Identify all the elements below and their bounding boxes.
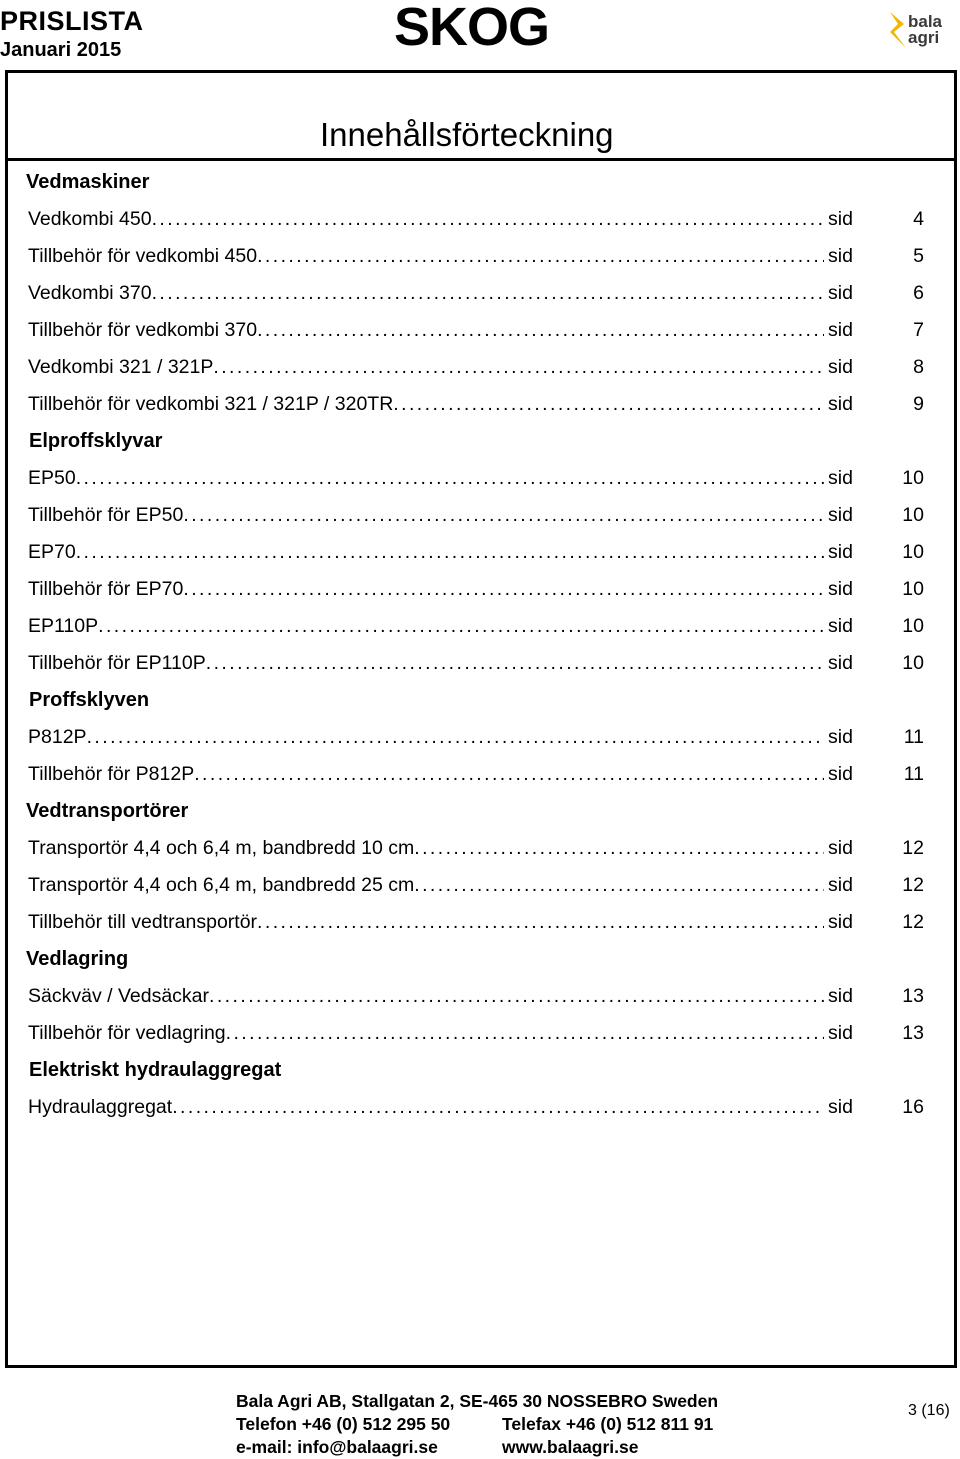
toc-entry[interactable] bbox=[8, 500, 954, 530]
toc-entry-label: Tillbehör för vedlagring bbox=[28, 1022, 226, 1044]
toc-entry-page: 10 bbox=[902, 578, 924, 600]
toc-entry-sid: sid bbox=[828, 356, 853, 378]
toc-entry-sid: sid bbox=[828, 652, 853, 674]
footer bbox=[236, 1390, 718, 1459]
toc-entry-sid: sid bbox=[828, 393, 853, 415]
dot-leader bbox=[98, 611, 824, 641]
toc-entry-sid: sid bbox=[828, 985, 853, 1007]
toc-entry-label-wrap bbox=[28, 611, 824, 641]
toc-entry-sid: sid bbox=[828, 874, 853, 896]
toc-entry-sid: sid bbox=[828, 726, 853, 748]
dot-leader bbox=[213, 352, 824, 382]
toc-entry-page: 12 bbox=[902, 874, 924, 896]
toc-entry-page: 16 bbox=[902, 1096, 924, 1118]
toc-entry-sid: sid bbox=[828, 467, 853, 489]
logo-text-line1: bala bbox=[908, 12, 943, 31]
dot-leader bbox=[206, 648, 824, 678]
logo-mark-icon bbox=[888, 10, 910, 50]
toc-entry[interactable] bbox=[8, 833, 954, 863]
toc-entry-page: 10 bbox=[902, 467, 924, 489]
toc-entry[interactable] bbox=[8, 315, 954, 345]
toc-entry-sid: sid bbox=[828, 615, 853, 637]
dot-leader bbox=[209, 981, 824, 1011]
dot-leader bbox=[152, 278, 824, 308]
toc-section-row bbox=[8, 796, 954, 826]
toc-entry-label-wrap bbox=[28, 463, 824, 493]
toc-entry-label-wrap bbox=[28, 315, 824, 345]
toc-entry[interactable] bbox=[8, 389, 954, 419]
toc-entry-label-wrap bbox=[28, 759, 824, 789]
toc-entry-label-wrap bbox=[28, 500, 824, 530]
dot-leader bbox=[183, 574, 824, 604]
toc-entry[interactable] bbox=[8, 1092, 954, 1122]
toc-section-heading: Elproffsklyvar bbox=[29, 430, 163, 452]
document-title: PRISLISTA bbox=[0, 6, 144, 36]
footer-website[interactable]: www.balaagri.se bbox=[502, 1437, 639, 1457]
toc-entry[interactable] bbox=[8, 870, 954, 900]
dot-leader bbox=[257, 315, 824, 345]
toc-entry-label: Säckväv / Vedsäckar bbox=[28, 985, 210, 1007]
toc-entry[interactable] bbox=[8, 463, 954, 493]
dot-leader bbox=[226, 1018, 824, 1048]
footer-email[interactable]: e-mail: info@balaagri.se bbox=[236, 1437, 438, 1457]
toc-entry[interactable] bbox=[8, 722, 954, 752]
toc-entry-label-wrap bbox=[28, 981, 824, 1011]
toc-entry-sid: sid bbox=[828, 504, 853, 526]
toc-entry-label: Tillbehör för EP50 bbox=[28, 504, 184, 526]
toc-entry-label: P812P bbox=[28, 726, 87, 748]
toc-section-row bbox=[8, 426, 954, 456]
document-date: Januari 2015 bbox=[0, 39, 122, 61]
dot-leader bbox=[194, 759, 824, 789]
toc-entry-page: 11 bbox=[903, 763, 924, 785]
toc-entry-label: EP50 bbox=[28, 467, 76, 489]
toc-entry[interactable] bbox=[8, 574, 954, 604]
toc-title-box bbox=[8, 73, 954, 161]
toc-entry-sid: sid bbox=[828, 319, 853, 341]
toc-entry-label-wrap bbox=[28, 278, 824, 308]
dot-leader bbox=[183, 500, 824, 530]
logo-text-line2: agri bbox=[908, 28, 940, 47]
toc-entry[interactable] bbox=[8, 204, 954, 234]
dot-leader bbox=[152, 204, 824, 234]
toc-entry-label-wrap bbox=[28, 241, 824, 271]
toc-entry-sid: sid bbox=[828, 1022, 853, 1044]
toc-entry-label: Tillbehör för vedkombi 450 bbox=[28, 245, 258, 267]
toc-entry-label-wrap bbox=[28, 870, 824, 900]
dot-leader bbox=[393, 389, 824, 419]
dot-leader bbox=[257, 241, 824, 271]
dot-leader bbox=[76, 463, 824, 493]
toc-entry[interactable] bbox=[8, 537, 954, 567]
toc-entry-label: Hydraulaggregat bbox=[28, 1096, 173, 1118]
toc-entry-page: 10 bbox=[902, 615, 924, 637]
toc-entry[interactable] bbox=[8, 759, 954, 789]
toc-entry-sid: sid bbox=[828, 578, 853, 600]
toc-entry[interactable] bbox=[8, 981, 954, 1011]
toc-entry[interactable] bbox=[8, 352, 954, 382]
dot-leader bbox=[76, 537, 824, 567]
toc-entry[interactable] bbox=[8, 1018, 954, 1048]
toc-entry-label-wrap bbox=[28, 574, 824, 604]
footer-fax: Telefax +46 (0) 512 811 91 bbox=[502, 1414, 714, 1434]
toc-title: Innehållsförteckning bbox=[320, 116, 614, 153]
toc-entry-page: 10 bbox=[902, 652, 924, 674]
toc-entry-label: Tillbehör för EP70 bbox=[28, 578, 184, 600]
footer-phone: Telefon +46 (0) 512 295 50 bbox=[236, 1414, 451, 1434]
toc-entry-label-wrap bbox=[28, 352, 824, 382]
toc-entry-label: Transportör 4,4 och 6,4 m, bandbredd 25 cm bbox=[28, 874, 415, 896]
toc-entry-label: EP110P bbox=[28, 615, 99, 637]
toc-entry-label-wrap bbox=[28, 907, 824, 937]
toc-entry-sid: sid bbox=[828, 208, 853, 230]
content-frame bbox=[5, 70, 957, 1368]
toc-section-heading: Vedlagring bbox=[26, 948, 129, 970]
toc-entry-label-wrap bbox=[28, 389, 824, 419]
toc-entry-label: EP70 bbox=[28, 541, 76, 563]
toc-entry-label-wrap bbox=[28, 1092, 824, 1122]
toc-entry-page: 8 bbox=[913, 356, 924, 378]
toc-section-heading: Vedtransportörer bbox=[26, 800, 189, 822]
toc-entry-sid: sid bbox=[828, 1096, 853, 1118]
dot-leader bbox=[87, 722, 824, 752]
toc-entry-label: Tillbehör för vedkombi 370 bbox=[28, 319, 258, 341]
toc-entry-label: Tillbehör för P812P bbox=[28, 763, 195, 785]
toc-entry[interactable] bbox=[8, 648, 954, 678]
toc-entry-label: Tillbehör för vedkombi 321 / 321P / 320TR bbox=[28, 393, 394, 415]
toc-entry[interactable] bbox=[8, 611, 954, 641]
toc-entry-sid: sid bbox=[828, 911, 853, 933]
toc-entry-page: 5 bbox=[913, 245, 924, 267]
toc-section-row bbox=[8, 1055, 954, 1085]
toc-entry-label-wrap bbox=[28, 722, 824, 752]
toc-section-heading: Vedmaskiner bbox=[26, 171, 150, 193]
toc-entry-label: Vedkombi 450 bbox=[28, 208, 152, 230]
toc-entry-label-wrap bbox=[28, 833, 824, 863]
toc-section-heading: Proffsklyven bbox=[29, 689, 150, 711]
toc-entry-page: 13 bbox=[902, 1022, 924, 1044]
toc-entry-label-wrap bbox=[28, 648, 824, 678]
logo-text bbox=[908, 14, 942, 46]
toc-entry-sid: sid bbox=[828, 245, 853, 267]
toc-entry-label: Tillbehör till vedtransportör bbox=[28, 911, 258, 933]
footer-address: Bala Agri AB, Stallgatan 2, SE-465 30 NOSSEBRO Sweden bbox=[236, 1391, 719, 1411]
bala-agri-logo bbox=[888, 10, 960, 56]
toc-entry-label: Vedkombi 370 bbox=[28, 282, 152, 304]
page-number: 3 (16) bbox=[908, 1402, 950, 1419]
toc-entry[interactable] bbox=[8, 241, 954, 271]
toc-entry-page: 9 bbox=[913, 393, 924, 415]
toc-entry-sid: sid bbox=[828, 763, 853, 785]
toc-section-row bbox=[8, 167, 954, 197]
toc-section-heading: Elektriskt hydraulaggregat bbox=[29, 1059, 282, 1081]
toc-entry[interactable] bbox=[8, 278, 954, 308]
toc-entry-sid: sid bbox=[828, 837, 853, 859]
toc-entry-page: 10 bbox=[902, 541, 924, 563]
toc-entry-page: 6 bbox=[913, 282, 924, 304]
toc-section-row bbox=[8, 685, 954, 715]
toc-entry-page: 11 bbox=[903, 726, 924, 748]
toc-entry-label: Transportör 4,4 och 6,4 m, bandbredd 10 cm bbox=[28, 837, 415, 859]
header-left bbox=[0, 6, 144, 62]
dot-leader bbox=[172, 1092, 824, 1122]
toc-entry-page: 12 bbox=[902, 837, 924, 859]
toc-entry-label: Tillbehör för EP110P bbox=[28, 652, 206, 674]
toc-entry-page: 10 bbox=[902, 504, 924, 526]
toc-entry-label-wrap bbox=[28, 204, 824, 234]
toc-entry-page: 13 bbox=[902, 985, 924, 1007]
category-title: SKOG bbox=[394, 0, 550, 57]
dot-leader bbox=[414, 833, 824, 863]
toc-entry-sid: sid bbox=[828, 282, 853, 304]
toc-entry-page: 4 bbox=[913, 208, 924, 230]
toc-entry-label-wrap bbox=[28, 537, 824, 567]
dot-leader bbox=[257, 907, 824, 937]
toc-entry-page: 7 bbox=[913, 319, 924, 341]
toc-entry-sid: sid bbox=[828, 541, 853, 563]
toc-entry-label: Vedkombi 321 / 321P bbox=[28, 356, 214, 378]
dot-leader bbox=[414, 870, 824, 900]
toc-section-row bbox=[8, 944, 954, 974]
toc-entry[interactable] bbox=[8, 907, 954, 937]
toc-entry-label-wrap bbox=[28, 1018, 824, 1048]
toc-entry-page: 12 bbox=[902, 911, 924, 933]
